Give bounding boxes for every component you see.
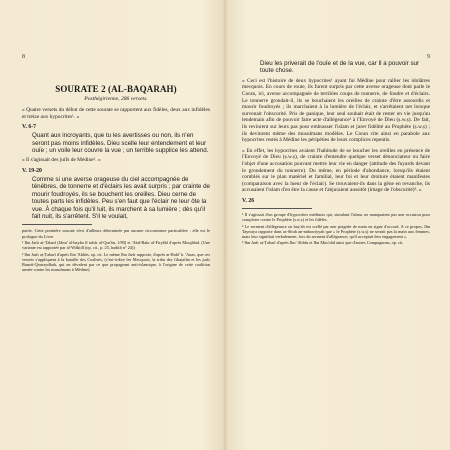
- footnote: partie. Cette première sourate n'est d'ailleurs déterminée par aucune circonstance particulière : elle est le prologue du Livre.: [22, 228, 210, 239]
- sura-subtitle: Posthégirienne, 286 versets.: [84, 96, 148, 102]
- commentary-paragraph: « Il s'agissait des juifs de Médine². »: [22, 157, 101, 164]
- verse-text: Quant aux incroyants, que tu les avertisses ou non, ils n'en seront pas moins infidèles. Dieu scelle leur entendement et leur ouïe ; un voile leur couvre la vue ; un terrible supplice les attend.: [32, 132, 209, 154]
- verse-reference: V. 19-20: [22, 168, 42, 174]
- footnote-rule: [22, 224, 92, 225]
- intro-paragraph: « Quatre versets du début de cette sourate se rapportent aux fidèles, deux aux infidèles et treize aux hypocrites¹. »: [22, 107, 210, 120]
- footnote-rule: [242, 208, 312, 209]
- footnote: ³ Ibn Jarîr aṭ-Ṭabarî d'après Ibn 'Abbâs et Ibn Mas'oûd ainsi que d'autres Compagnons, op. cit.: [242, 240, 404, 246]
- right-page: [228, 0, 450, 450]
- page-number-left: 8: [22, 54, 25, 60]
- page-number-right: 9: [427, 54, 430, 60]
- commentary-paragraph: « Ceci est l'histoire de deux hypocrites¹ ayant fui Médine pour rallier les idolâtres mecquois. En cours de route, ils furent surpris par cette averse orageuse dont parle le Coran, ici, averse accompagnée de terribles coups de tonnerre, de foudre et d'éclairs. Le tonnerre grondait-il, ils se bouchaient les oreilles de crainte d'être assourdis et mourir foudroyés ; ils marchaient à la lumière de l'éclair, et s'arrêtaient net lorsque survenait l'obscurité. Pris de panique, leur seul souhait était de rester en vie jusqu'au lendemain afin de pouvoir faire acte d'allégeance² à l'Envoyé de Dieu (ṣ.w.ṣ). De fait, ils revinrent sur leurs pas pour embrasser l'islam et jurer fidélité au Prophète (ṣ.w.ṣ) ; ils devinrent même des musulmans modèles. Le Coran cite ainsi en parabole aux hypocrites restés à Médine les péripéties de leurs complices repentis.: [242, 77, 430, 144]
- footnote: ² Ibn Jarîr aṭ-Ṭabarî d'après Ibn 'Abbâs, op. cit. Le même Ibn Jarîr rapporte, d'après ar-Rabî' b. 'Anas, que ces versets s'appliquent à la bataille des Coalisés, (c'est-à-dire les Mecquois, la tribu des Ghaṭafân et les juifs Banoû-Qouraydhah, qui en dévalent par ce que propageant anti-islamique, à l'origine de cette coalition armée contre les musulmans à Médine).: [22, 251, 210, 273]
- verse-reference: V. 6-7: [22, 124, 37, 131]
- footnote: ¹ Ibn Jarîr aṭ-Ṭabarî (Jâmi' al-bayân fî tafsîr al-Qur'ân, 1/80) et 'Abd-Bakr al-Firyâbî d'après Moujâhid. (Une variante est rapportée par al-Wâḥidî (op. cit., p. 25, hadith n° 24)): [22, 240, 210, 251]
- commentary-paragraph: « En effet, les hypocrites avaient l'habitude de se boucher les oreilles en présence de l'Envoyé de Dieu (ṣ.w.ṣ), de crainte d'entendre quelque verset dénonciateur ou faire l'objet d'une accusation pouvant mettre leur vie en danger (attitude des fuyards devant le grondement du tonnerre). Du même, en période d'abondance, lorsqu'ils étaient comblés sur le plan matériel et familial, leur foi et leur droiture étaient manifestes (comparaison avec la lueur de l'éclair). Se trouvaient-ils dans la gêne en revanche, ils accusaient l'islam d'en être la cause et l'abjuraient aussitôt (image de l'obscurité)³. »: [242, 147, 430, 194]
- footnote: ² Le serment d'allégeance ou bay'ah est scellé par une poignée de main en signe d'accord. A ce propos, Ibn Taymiya rapporte dans as-Sîrah an-nabawiyyah que « le Prophète (ṣ.w.ṣ) ne serrait pas la main aux femmes, mais leur signifiait verbalement, lors du serment d'allégeance, qu'il acceptait leur engagement ».: [242, 223, 430, 239]
- footnote: ¹ Il s'agissait d'un groupe d'hypocrites médinois qui, simulant l'islam, ne manquaient pas une occasion pour comploter contre le Prophète (ṣ.w.ṣ) et les fidèles.: [242, 211, 430, 222]
- verse-reference: V. 26: [242, 197, 255, 204]
- verse-text: Dieu les priverait de l'ouïe et de la vue, car Il a pouvoir sur toute chose.: [260, 60, 420, 75]
- verse-text: Comme si une averse orageuse du ciel accompagnée de ténèbres, de tonnerre et d'éclairs les avait surpris ; par crainte de mourir foudroyés, ils se bouchent les oreilles. Dieu cerne de toutes parts les infidèles. Peu s'en faut que l'éclair ne leur ôte la vue. À chaque fois qu'il luit, ils marchent à sa lumière ; dès qu'il fait nuit, ils s'arrêtent. S'il le voulait,: [32, 176, 210, 221]
- left-page: [0, 0, 222, 450]
- sura-title: SOURATE 2 (AL-BAQARAH): [55, 84, 177, 94]
